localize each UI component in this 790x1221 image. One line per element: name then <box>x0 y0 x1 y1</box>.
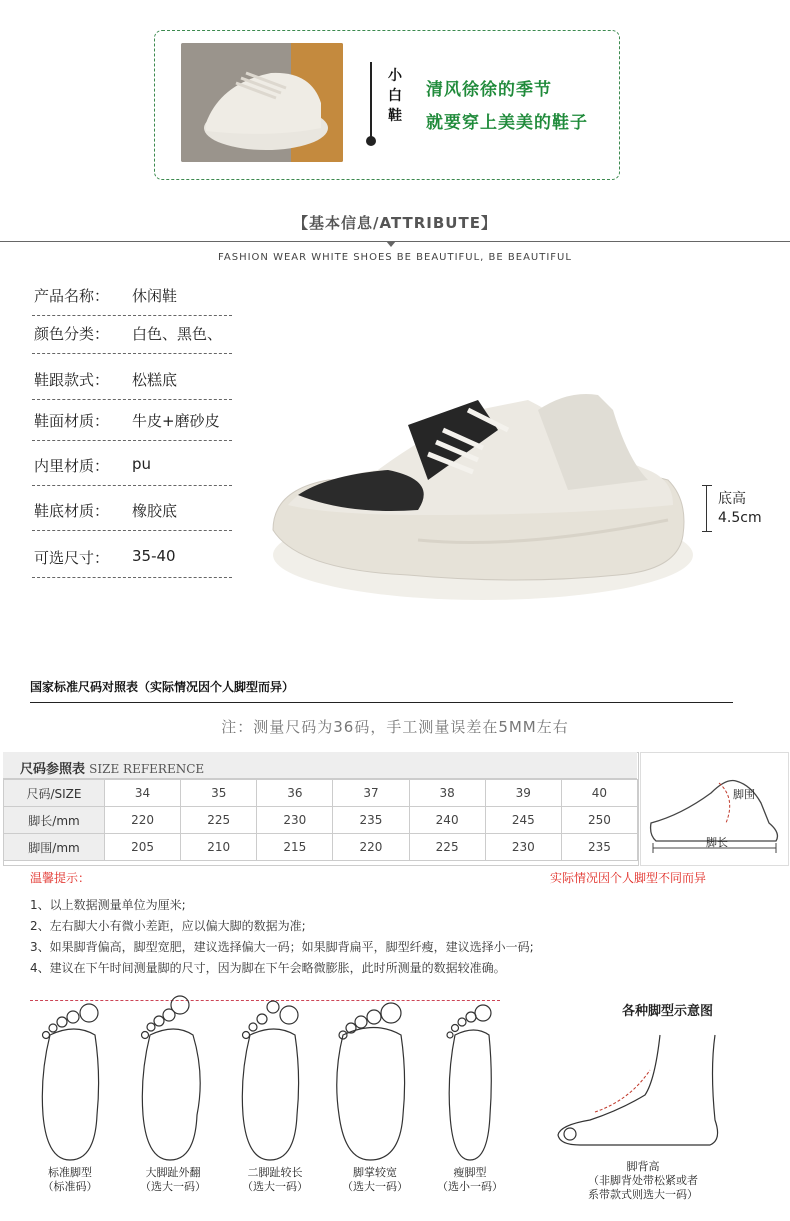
size-table-title-en: SIZE REFERENCE <box>89 762 205 776</box>
foot-type-advice: （标准码） <box>42 1180 98 1193</box>
attribute-row <box>32 400 232 441</box>
size-cell: 40 <box>561 780 637 807</box>
foot-outline-slim <box>447 1005 491 1160</box>
foot-type-name: 脚掌较宽 <box>353 1166 397 1179</box>
size-cell: 38 <box>409 780 485 807</box>
attribute-label: 可选尺寸： <box>34 549 110 567</box>
foot-type-caption <box>230 1166 320 1194</box>
foot-type-caption <box>330 1166 420 1194</box>
banner-divider <box>370 62 372 140</box>
tip-item: 1、以上数据测量单位为厘米; <box>30 898 186 912</box>
attribute-row <box>32 537 232 578</box>
foot-outline-bunion <box>142 996 201 1160</box>
size-row <box>4 834 638 861</box>
foot-type-caption <box>128 1166 218 1194</box>
size-cell: 230 <box>257 807 333 834</box>
size-cell: 225 <box>409 834 485 861</box>
size-cell: 220 <box>105 807 181 834</box>
arch-caption-line: 脚背高 <box>626 1160 660 1173</box>
attribute-label: 产品名称： <box>34 287 110 305</box>
tip-item: 2、左右脚大小有微小差距，应以偏大脚的数据为准; <box>30 919 306 933</box>
size-cell: 36 <box>257 780 333 807</box>
size-row-label: 尺码/SIZE <box>4 780 105 807</box>
size-row <box>4 780 638 807</box>
size-cell: 225 <box>181 807 257 834</box>
banner-tag-char: 鞋 <box>388 108 402 124</box>
foot-type-caption <box>425 1166 515 1194</box>
attribute-value: 牛皮+磨砂皮 <box>132 412 220 430</box>
foot-type-advice: （选大一码） <box>140 1180 206 1193</box>
foot-type-name: 瘦脚型 <box>453 1166 487 1179</box>
attribute-section-title: 【基本信息/ATTRIBUTE】 <box>293 214 497 232</box>
foot-type-advice: （选大一码） <box>342 1180 408 1193</box>
foot-girth-label: 脚围 <box>733 788 755 801</box>
foot-type-advice: （选小一码） <box>437 1180 503 1193</box>
attribute-row <box>32 490 232 531</box>
attribute-value: 休闲鞋 <box>132 287 178 305</box>
attribute-label: 颜色分类： <box>34 325 110 343</box>
attribute-row <box>32 275 232 316</box>
attribute-section-subtitle: FASHION WEAR WHITE SHOES BE BEAUTIFUL, BE BEAUTIFUL <box>218 252 572 263</box>
size-cell: 250 <box>561 807 637 834</box>
size-cell: 215 <box>257 834 333 861</box>
foot-outline-standard <box>42 1004 98 1160</box>
foot-kinds-title: 各种脚型示意图 <box>622 1004 714 1019</box>
banner-tag <box>384 66 406 126</box>
attribute-value: 白色、黑色、 <box>132 325 223 343</box>
size-table <box>3 779 638 861</box>
size-row-label: 脚长/mm <box>4 807 105 834</box>
attribute-value: 35-40 <box>132 547 176 565</box>
size-row <box>4 807 638 834</box>
tips-list <box>30 895 534 979</box>
foot-type-name: 大脚趾外翻 <box>145 1166 201 1179</box>
attribute-label: 内里材质： <box>34 457 110 475</box>
attribute-label: 鞋跟款式： <box>34 371 110 389</box>
size-cell: 235 <box>333 807 409 834</box>
banner-shoe-photo <box>181 43 343 162</box>
heel-marker-bottom <box>702 531 712 532</box>
attribute-label: 鞋面材质： <box>34 412 110 430</box>
size-table-title-cn: 尺码参照表 <box>20 762 86 777</box>
foot-type-name: 二脚趾较长 <box>247 1166 303 1179</box>
tips-heading: 温馨提示： <box>30 871 91 885</box>
foot-type-advice: （选大一码） <box>242 1180 308 1193</box>
attribute-value: pu <box>132 455 152 473</box>
foot-types-illustration <box>25 995 505 1165</box>
size-cell: 35 <box>181 780 257 807</box>
shoe-product-image <box>268 370 698 610</box>
size-measure-note: 注：测量尺码为36码，手工测量误差在5MM左右 <box>221 718 569 736</box>
size-table-title <box>20 758 204 777</box>
heel-height-label <box>718 490 762 528</box>
foot-type-caption <box>25 1166 115 1194</box>
size-cell: 240 <box>409 807 485 834</box>
attribute-label: 鞋底材质： <box>34 502 110 520</box>
heel-label-line: 底高 <box>718 491 746 507</box>
heel-marker-top <box>702 485 712 486</box>
attribute-row <box>32 445 232 486</box>
arch-caption-line: 系带款式则选大一码） <box>588 1188 698 1201</box>
size-cell: 235 <box>561 834 637 861</box>
size-cell: 39 <box>485 780 561 807</box>
high-arch-illustration <box>550 1030 730 1155</box>
size-cell: 34 <box>105 780 181 807</box>
size-cell: 210 <box>181 834 257 861</box>
attribute-value: 橡胶底 <box>132 502 178 520</box>
banner-line-2: 就要穿上美美的鞋子 <box>426 113 588 133</box>
foot-length-label: 脚长 <box>706 836 728 849</box>
size-cell: 205 <box>105 834 181 861</box>
banner-tag-char: 小 <box>388 68 402 84</box>
size-cell: 37 <box>333 780 409 807</box>
foot-outline-second-toe <box>242 1001 298 1160</box>
size-standard-divider <box>30 702 733 703</box>
tip-item: 4、建议在下午时间测量脚的尺寸，因为脚在下午会略微膨胀，此时所测量的数据较准确。 <box>30 961 506 975</box>
size-cell: 245 <box>485 807 561 834</box>
size-standard-title: 国家标准尺码对照表（实际情况因个人脚型而异） <box>30 680 295 694</box>
attribute-value: 松糕底 <box>132 371 178 389</box>
tip-item: 3、如果脚背偏高，脚型宽肥，建议选择偏大一码；如果脚背扁平，脚型纤瘦，建议选择小一码; <box>30 940 534 954</box>
size-cell: 220 <box>333 834 409 861</box>
attribute-divider-arrow <box>386 241 396 247</box>
tips-note: 实际情况因个人脚型不同而异 <box>550 871 707 885</box>
foot-outline-wide <box>337 1003 405 1160</box>
foot-type-name: 标准脚型 <box>48 1166 92 1179</box>
attribute-row <box>32 313 232 354</box>
size-cell: 230 <box>485 834 561 861</box>
banner-line-1: 清风徐徐的季节 <box>426 80 552 100</box>
arch-caption-line: （非脚背处带松紧或者 <box>588 1174 698 1187</box>
size-row-label: 脚围/mm <box>4 834 105 861</box>
high-arch-caption <box>578 1160 708 1202</box>
heel-label-value: 4.5cm <box>718 510 762 526</box>
banner-tag-char: 白 <box>388 88 402 104</box>
banner-divider-dot <box>366 136 376 146</box>
attribute-row <box>32 359 232 400</box>
